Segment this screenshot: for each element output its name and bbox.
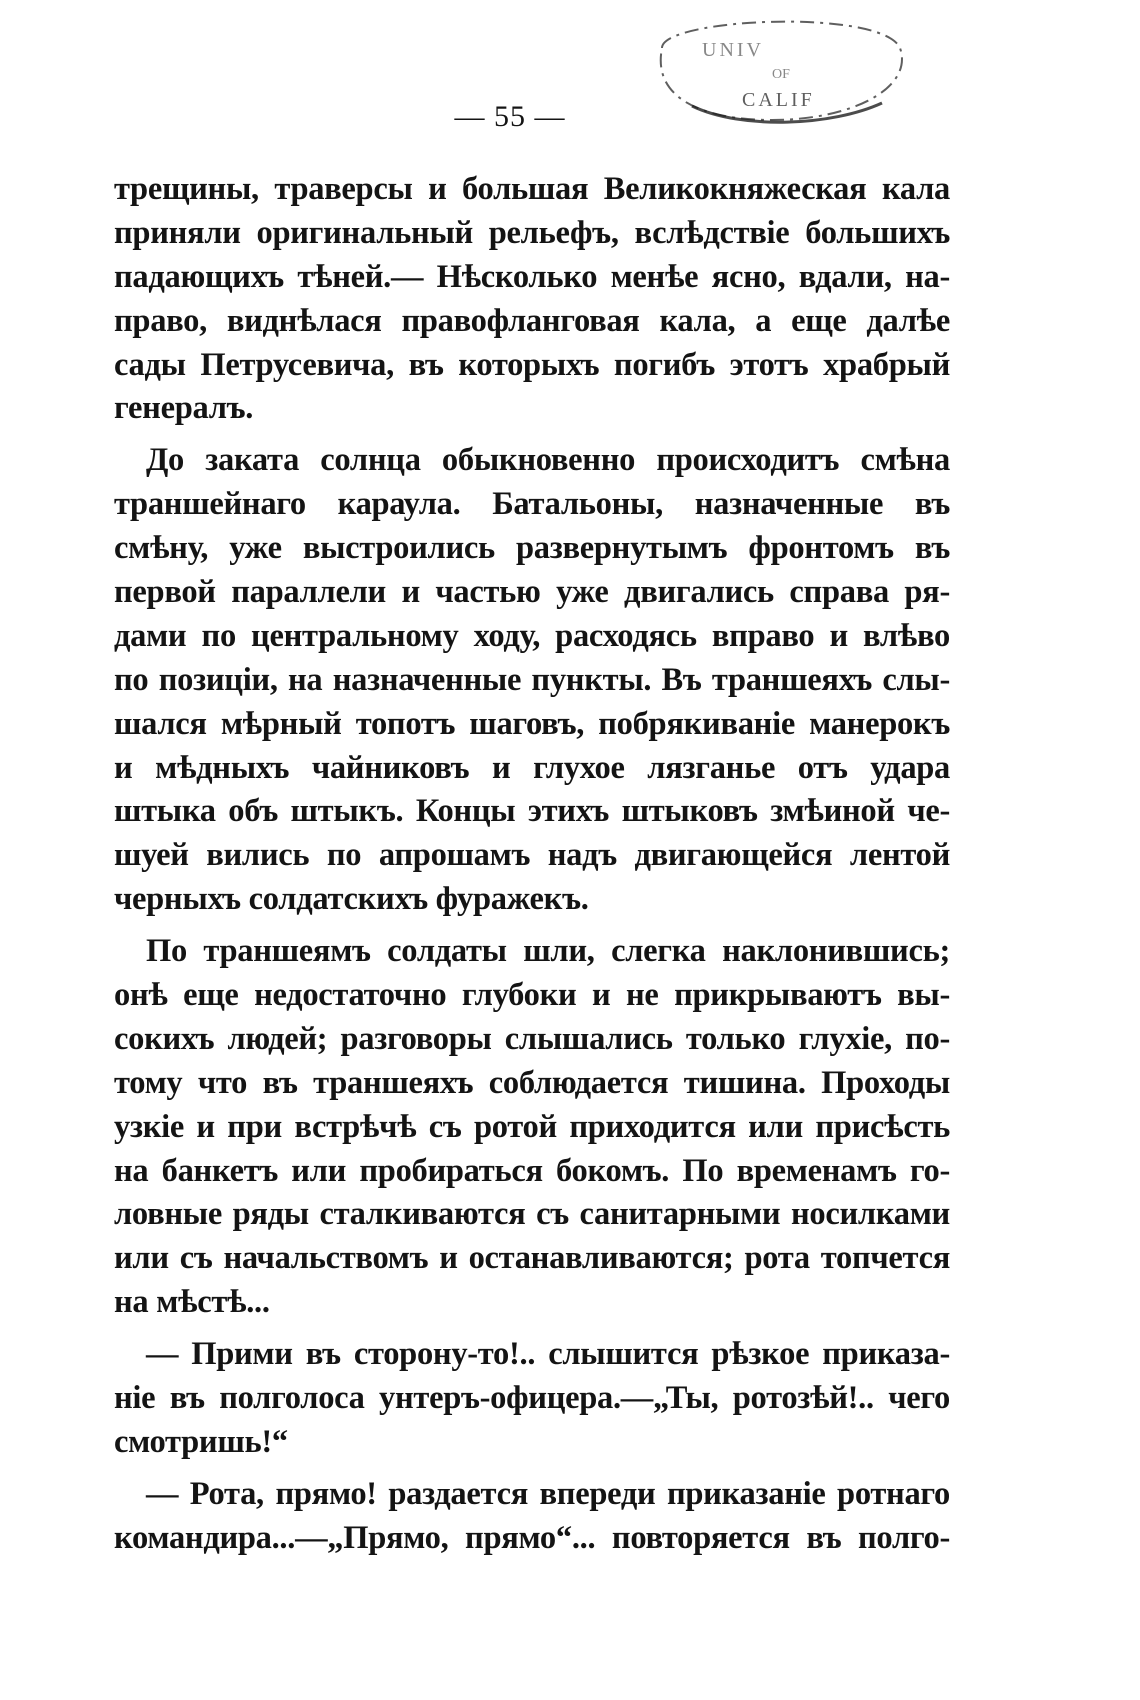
text-line: дами по центральному ходу, расходясь вправо и влѣво [114,617,950,654]
text-line: командира...—„Прямо, прямо“... повторяется въ полго- [114,1519,950,1556]
text-line: — Рота, прямо! раздается впереди приказаніе ротнаго [146,1475,950,1512]
paragraph [114,168,950,431]
text-line: и мѣдныхъ чайниковъ и глухое лязганье отъ удара [114,749,950,786]
svg-text:OF: OF [772,67,790,82]
page-number: — 55 — [454,100,566,133]
paragraph [114,1333,950,1465]
text-line: шуей вились по апрошамъ надъ двигающейся лентой [114,837,950,874]
text-line: по позиціи, на назначенные пункты. Въ траншеяхъ слы- [114,661,950,698]
text-line: — Прими въ сторону-то!.. слышится рѣзкое приказа- [146,1336,950,1373]
text-line: сады Петрусевича, въ которыхъ погибъ этотъ храбрый [114,346,950,383]
svg-text:UNIV: UNIV [702,39,764,61]
text-line: приняли оригинальный рельефъ, вслѣдствіе большихъ [114,214,950,251]
text-line: ніе въ полголоса унтеръ-офицера.—„Ты, ротозѣй!.. чего [114,1380,950,1417]
paragraph [114,439,950,922]
paragraph [114,930,950,1325]
text-line: черныхъ солдатскихъ фуражекъ. [114,881,589,918]
text-line: шался мѣрный топотъ шаговъ, побрякиваніе манерокъ [114,705,950,742]
text-line: траншейнаго караула. Батальоны, назначенные въ [114,486,950,523]
body-text [114,168,950,1561]
text-line: штыка объ штыкъ. Концы этихъ штыковъ змѣиной че- [114,793,950,830]
text-line: По траншеямъ солдаты шли, слегка наклонившись; [146,933,950,970]
svg-text:CALIF: CALIF [742,89,815,111]
text-line: узкіе и при встрѣчѣ съ ротой приходится или присѣсть [114,1108,950,1145]
text-line: на банкетъ или пробираться бокомъ. По временамъ го- [114,1152,950,1189]
text-line: онѣ еще недостаточно глубоки и не прикрываютъ вы- [114,977,950,1014]
text-line: генералъ. [114,390,254,427]
text-line: или съ начальствомъ и останавливаются; рота топчется [114,1240,950,1277]
text-line: трещины, траверсы и большая Великокняжеская кала [114,171,950,207]
text-line: До заката солнца обыкновенно происходитъ смѣна [146,442,950,479]
text-line: первой параллели и частью уже двигались справа ря- [114,574,950,611]
text-line: сокихъ людей; разговоры слышались только глухіе, по- [114,1020,950,1057]
text-line: падающихъ тѣней.— Нѣсколько менѣе ясно, вдали, на- [114,258,950,295]
text-line: на мѣстѣ... [114,1284,270,1321]
text-line: ловные ряды сталкиваются съ санитарными носилками [114,1196,950,1233]
text-line: смотришь!“ [114,1423,288,1460]
text-line: смѣну, уже выстроились развернутымъ фронтомъ въ [114,530,950,567]
paragraph [114,1473,950,1561]
text-line: тому что въ траншеяхъ соблюдается тишина. Проходы [114,1064,950,1101]
text-line: право, виднѣлася правофланговая кала, а еще далѣе [114,302,950,339]
